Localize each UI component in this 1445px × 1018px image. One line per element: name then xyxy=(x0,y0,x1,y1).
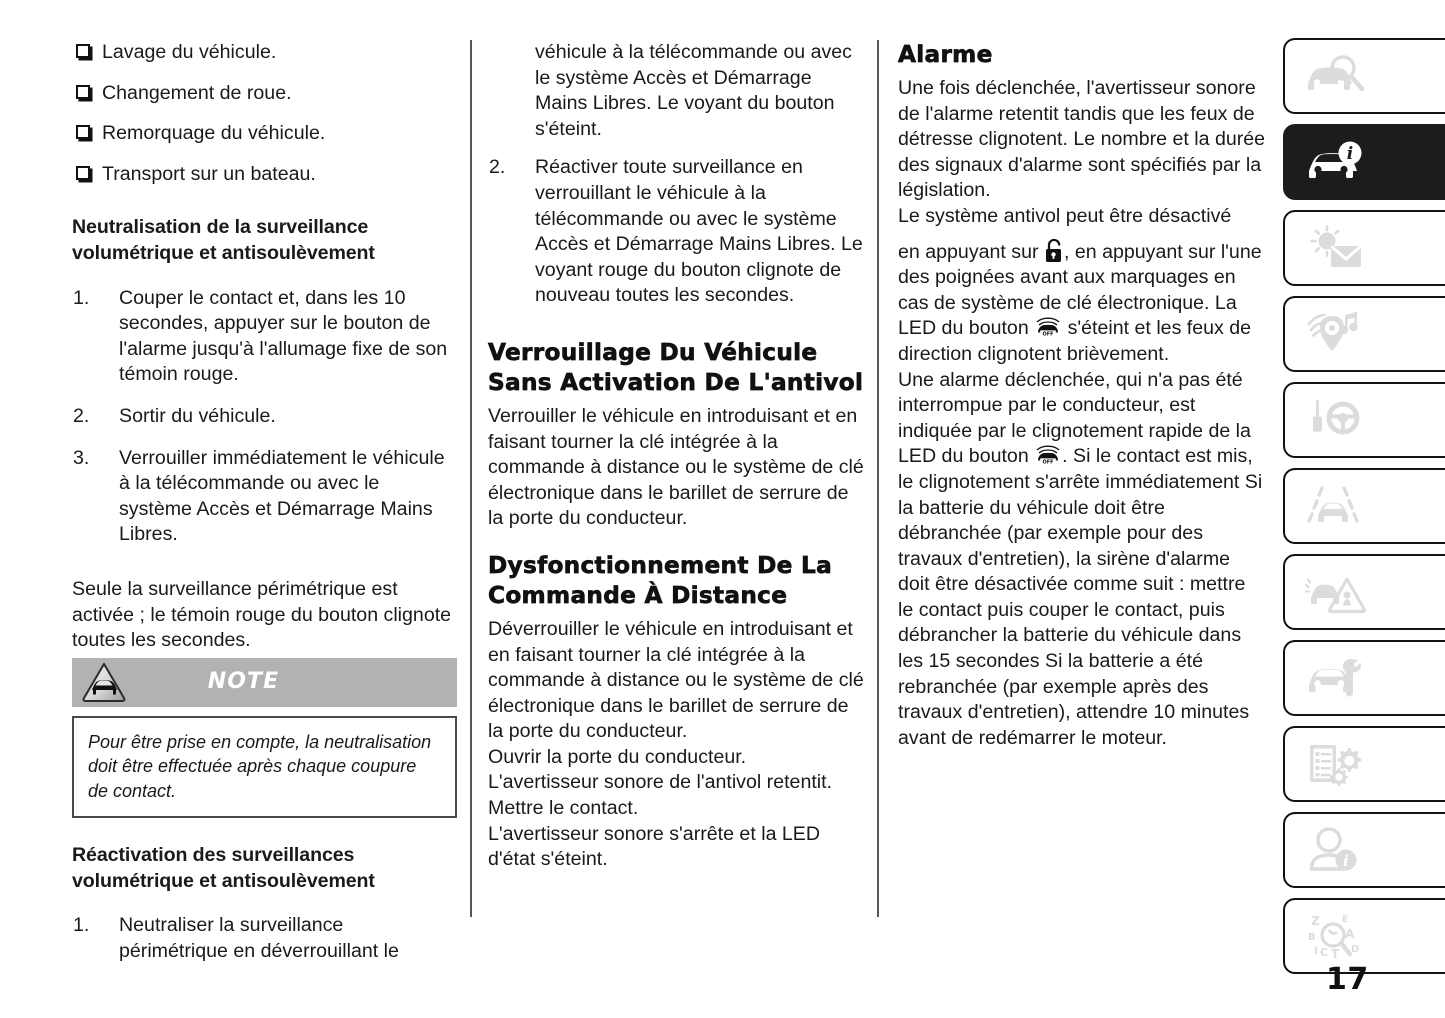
list-item-label: Neutraliser la surveillance périmétrique en déverrouillant le xyxy=(119,914,399,962)
car-breakdown-warning-icon xyxy=(1305,568,1367,616)
steering-wheel-icon xyxy=(1305,396,1367,444)
subheading-neutralisation: Neutralisation de la surveillance volumétrique et antisoulèvement xyxy=(72,216,375,264)
note-label: NOTE xyxy=(207,669,280,695)
paragraph-alarme-declenchee xyxy=(898,368,1266,752)
paragraph-verrouillage: Verrouiller le véhicule en introduisant et en faisant tourner la clé intégrée à la commande à distance ou le système de clé électronique dans le barillet de serrure de la porte du conducteur. xyxy=(488,404,864,530)
list-number: 3. xyxy=(73,446,90,469)
list-number: 1. xyxy=(73,914,90,937)
list-number: 2. xyxy=(489,156,506,179)
svg-text:i: i xyxy=(1343,852,1349,870)
audio-navigation-icon xyxy=(1305,310,1367,358)
square-bullet-icon xyxy=(76,44,90,58)
tab-warning-lights[interactable] xyxy=(1283,210,1445,286)
text-column-1 xyxy=(72,40,457,981)
list-item xyxy=(72,162,457,188)
paragraph-dysfonctionnement: Déverrouiller le véhicule en introduisant et en faisant tourner la clé intégrée à la commande à distance ou le système de clé électronique dans le barillet de serrure de la porte du conducteur. xyxy=(488,617,864,743)
svg-text:Z: Z xyxy=(1311,914,1320,928)
square-bullet-icon xyxy=(76,166,90,180)
alarm-off-icon xyxy=(1034,445,1062,464)
text-after-unlock-icon: , en appuyant sur l'une des poignées avant aux marquages en cas de système de clé électronique. La LED du bouton xyxy=(898,240,1262,340)
list-item-label: Sortir du véhicule. xyxy=(119,404,276,427)
tab-emergency[interactable] xyxy=(1283,554,1445,630)
section-heading-dysfonctionnement: Dysfonctionnement De La Commande À Distance xyxy=(488,551,833,609)
svg-text:I: I xyxy=(1314,946,1318,957)
paragraph-avertisseur-arrete: L'avertisseur sonore s'arrête et la LED d'état s'éteint. xyxy=(488,822,821,871)
car-info-icon xyxy=(1305,138,1367,186)
warning-light-message-icon xyxy=(1305,224,1367,272)
tab-driving-controls[interactable] xyxy=(1283,382,1445,458)
list-item xyxy=(72,446,457,548)
list-item-label: Transport sur un bateau. xyxy=(102,162,316,185)
tab-specifications[interactable] xyxy=(1283,726,1445,802)
list-item xyxy=(72,404,457,430)
text-column-3 xyxy=(898,40,1266,751)
svg-text:A: A xyxy=(1345,927,1355,941)
column-divider-2 xyxy=(877,40,879,917)
list-number: 2. xyxy=(73,404,90,427)
list-item xyxy=(72,40,457,66)
text-before-alarm-icon: Une alarme déclenchée, qui n'a pas été interrompue par le conducteur, est indiquée par le clignotement rapide de la LED du bouton xyxy=(898,368,1251,468)
car-magnifier-icon xyxy=(1305,52,1367,100)
column-divider-1 xyxy=(470,40,472,917)
list-item-label: Lavage du véhicule. xyxy=(102,41,277,63)
svg-text:D: D xyxy=(1351,944,1360,955)
paragraph-perimetrique: Seule la surveillance périmétrique est activée ; le témoin rouge du bouton clignote toutes les secondes. xyxy=(72,577,452,652)
square-bullet-icon xyxy=(76,125,90,139)
svg-text:OFF: OFF xyxy=(1042,331,1054,337)
tab-maintenance[interactable] xyxy=(1283,640,1445,716)
list-item-label: Couper le contact et, dans les 10 secondes, appuyer sur le bouton de l'alarme jusqu'à l'allumage fixe de son témoin rouge. xyxy=(119,286,448,386)
warning-triangle-car-icon xyxy=(82,660,128,704)
person-info-icon xyxy=(1305,826,1367,874)
tab-driver-assistance[interactable] xyxy=(1283,468,1445,544)
svg-text:E: E xyxy=(1342,915,1349,925)
text-after-alarm-icon: . Si le contact est mis, le clignotement s'arrête immédiatement Si la batterie du véhicule doit être débranchée (par exemple pour des travaux d'entretien), la sirène d'alarme doit être désactivée comme suit : mettre le contact puis couper le contact, puis débrancher la batterie du véhicule dans les 15 secondes Si la batterie a été rebranchée (par exemple après des travaux d'entretien), attendre 10 minutes avant de redémarrer le moteur. xyxy=(898,445,1263,749)
note-header xyxy=(72,658,457,707)
square-bullet-icon xyxy=(76,85,90,99)
paragraph-avertisseur-retentit: L'avertisseur sonore de l'antivol retentit. xyxy=(488,771,833,794)
tab-vehicle-info[interactable] xyxy=(1283,124,1445,200)
list-gears-icon xyxy=(1305,740,1367,788)
list-item-label: Changement de roue. xyxy=(102,81,292,104)
svg-text:OFF: OFF xyxy=(1042,459,1054,465)
paragraph-continuation: véhicule à la télécommande ou avec le système Accès et Démarrage Mains Libres. Le voyant du bouton s'éteint. xyxy=(535,41,852,140)
list-item xyxy=(72,913,457,964)
paragraph-alarme-intro: Une fois déclenchée, l'avertisseur sonore de l'alarme retentit tandis que les feux de détresse clignotent. Le nombre et la durée des signaux d'alarme sont spécifiés par la législation. xyxy=(898,77,1266,202)
list-item-label: Verrouiller immédiatement le véhicule à la télécommande ou avec le système Accès et Démarrage Mains Libres. xyxy=(119,446,445,546)
tab-infotainment[interactable] xyxy=(1283,296,1445,372)
svg-text:C: C xyxy=(1320,946,1329,959)
alphabet-magnifier-icon xyxy=(1305,912,1367,960)
list-item-label: Remorquage du véhicule. xyxy=(102,122,326,145)
list-item xyxy=(72,286,457,388)
list-item xyxy=(72,121,457,147)
svg-text:B: B xyxy=(1308,932,1316,943)
paragraph-antivol-desactive: Le système antivol peut être désactivé xyxy=(898,204,1232,227)
section-heading-verrouillage: Verrouillage Du Véhicule Sans Activation De L'antivol xyxy=(488,338,864,396)
numbered-list-continued xyxy=(488,155,868,309)
paragraph-ouvrir-porte: Ouvrir la porte du conducteur. xyxy=(488,745,747,768)
text-before-unlock-icon: en appuyant sur xyxy=(898,240,1044,263)
svg-text:T: T xyxy=(1331,947,1340,960)
car-wrench-icon xyxy=(1305,654,1367,702)
chapter-tab-rail xyxy=(1283,38,1445,984)
subheading-reactivation: Réactivation des surveillances volumétrique et antisoulèvement xyxy=(72,844,375,892)
bullet-list xyxy=(72,40,457,187)
numbered-list-reactivation xyxy=(72,913,457,964)
tab-vehicle-overview[interactable] xyxy=(1283,38,1445,114)
numbered-list-neutralisation xyxy=(72,286,457,548)
note-body: Pour être prise en compte, la neutralisation doit être effectuée après chaque coupure de contact. xyxy=(72,716,457,819)
note-block xyxy=(72,658,457,819)
list-item xyxy=(72,81,457,107)
paragraph-desactivation-details xyxy=(898,238,1266,368)
list-number: 1. xyxy=(73,286,90,309)
text-column-2 xyxy=(488,40,868,873)
page-number: 17 xyxy=(1326,962,1369,997)
list-item xyxy=(488,155,868,309)
text-end-paragraph3: s'éteint et les feux de direction clignotent brièvement. xyxy=(898,317,1252,365)
list-item-label: Réactiver toute surveillance en verrouillant le véhicule à la télécommande ou avec le système Accès et Démarrage Mains Libres. Le voyant rouge du bouton clignote de nouveau toutes les secondes. xyxy=(535,156,863,307)
alarm-off-icon xyxy=(1034,317,1062,336)
svg-text:i: i xyxy=(1346,144,1354,164)
section-heading-alarme: Alarme xyxy=(898,41,993,68)
lane-assist-car-icon xyxy=(1305,482,1367,530)
unlock-padlock-icon xyxy=(1044,238,1064,264)
paragraph-mettre-contact: Mettre le contact. xyxy=(488,797,639,820)
tab-customer-info[interactable] xyxy=(1283,812,1445,888)
